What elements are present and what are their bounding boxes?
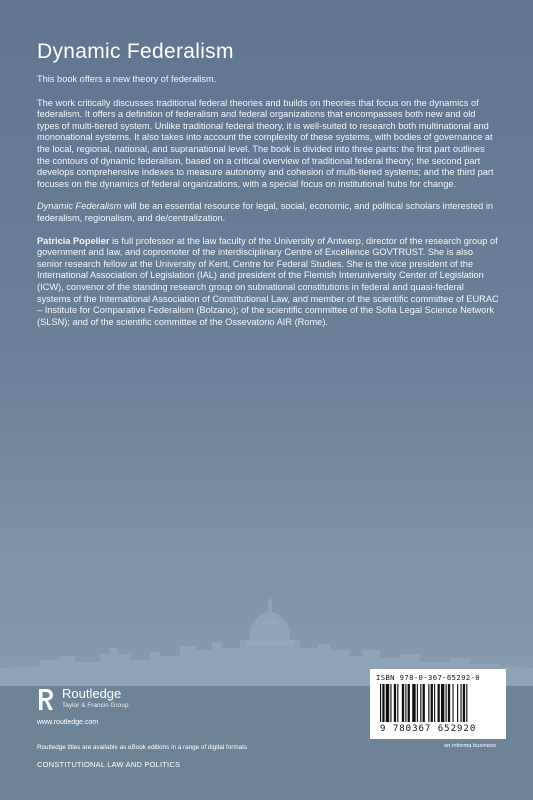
publisher-logo: [37, 686, 197, 716]
publisher-url[interactable]: www.routledge.com: [37, 719, 99, 726]
isbn-text: ISBN 978-0-367-65292-0: [376, 673, 480, 682]
author-bio-paragraph: [37, 236, 499, 329]
barcode-image: [380, 684, 496, 722]
author-bio: is full professor at the law faculty of the University of Antwerp, director of the research group of government and law, and copromoter of the interdisciplinary Centre of Excellence GOVTRUST. She is also senior research fellow at the University of Kent, Centre for Federal Studies. She is the vice president of the International Association of Legislation (IAL) and president of the Flemish Interuniversity Center of Legislation (ICW), convenor of the standing research group on subnational constitutions in federal and quasi-federal systems of the International Association of Constitutional Law, and member of the scientific committee of EURAC – Institute for Comparative Federalism (Bolzano); of the scientific committee of the Sofia Legal Science Network (SLSN); and of the scientific committee of the Ossevatorio AIR (Rome).: [37, 235, 499, 327]
series-name: CONSTITUTIONAL LAW AND POLITICS: [37, 760, 181, 769]
intro-paragraph: This book offers a new theory of federalism.: [37, 74, 217, 84]
publisher-name: Routledge: [62, 686, 122, 701]
blurb: [37, 74, 499, 339]
resource-title: Dynamic Federalism: [37, 201, 122, 212]
description-paragraph: The work critically discusses traditional federal theories and builds on theories that focus on the dynamics of federalism. It offers a definition of federalism and federal organizations that encompasses both new and old types of multi-tiered system. Unlike traditional federal theory, it is well-suited to research both multinational and mononational systems. It also takes into account the complexity of these systems, with bodies of governance at the local, regional, national, and supranational level. The book is divided into three parts: the first part outlines the contours of dynamic federalism, based on a critical overview of traditional federal theory; the second part develops comprehensive indexes to measure autonomy and cohesion of multi-tiered systems; and the third part focuses on the dynamics of federal organizations, with a special focus on institutional hubs for change.: [37, 97, 494, 189]
informa-note: an informa business: [444, 743, 496, 749]
barcode-box: [370, 669, 506, 739]
barcode-digits: 9 780367 652920: [380, 724, 477, 734]
book-title: Dynamic Federalism: [37, 40, 234, 63]
author-name: Patricia Popelier: [37, 235, 110, 246]
ebook-note: Routledge titles are available as eBook editions in a range of digital formats: [37, 744, 248, 751]
publisher-group: Taylor & Francis Group: [62, 702, 129, 709]
audience-paragraph: [37, 201, 499, 224]
routledge-r-icon: [37, 686, 55, 712]
resource-rest: will be an essential resource for legal, social, economic, and political scholars interested in federalism, regionalism, and de/centralization.: [37, 201, 494, 223]
